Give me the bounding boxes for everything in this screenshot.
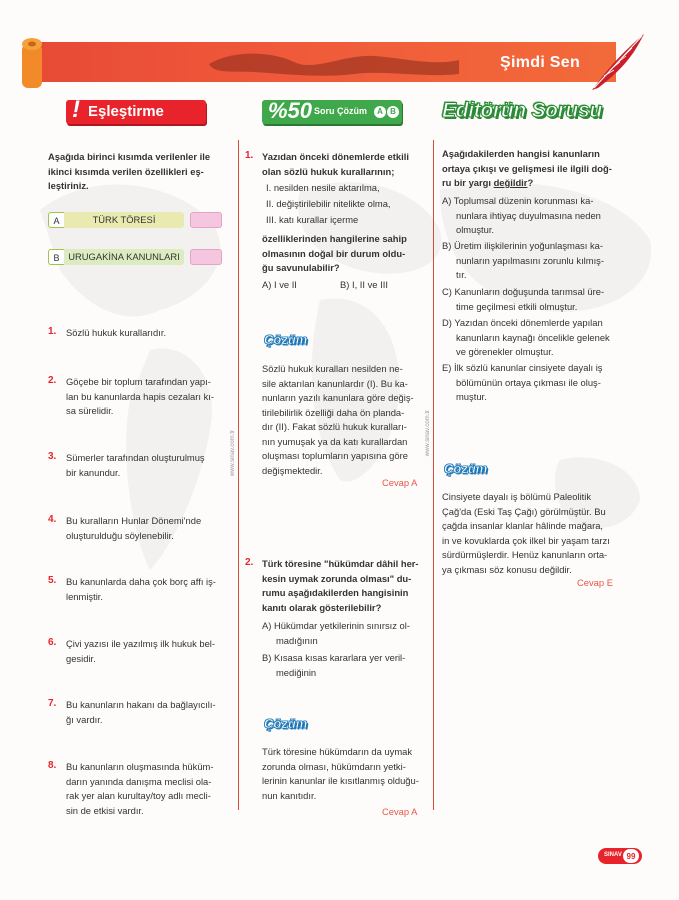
eslestirme-title: Eşleştirme <box>88 103 164 120</box>
col1-instruction: Aşağıda birinci kısımda verilenler ile ikinci kısımda verilen özellikleri eş- leştiriniz. <box>48 151 211 191</box>
cozum-title-3: Çözüm <box>444 461 488 476</box>
footer-brand: SINAV <box>604 852 622 858</box>
soru-cozum-percent: %50 <box>268 98 313 123</box>
option-label: URUGAKİNA KANUNLARI <box>64 249 184 265</box>
answer-box-b[interactable] <box>190 249 222 265</box>
q2-choice-b[interactable]: B) Kısasa kısas kararlara yer veril- mediğinin <box>262 652 406 678</box>
column-divider-2 <box>433 140 434 810</box>
col1-item-6: Çivi yazısı ile yazılmış ilk hukuk bel- gesidir. <box>66 638 215 664</box>
item-number: 4. <box>48 514 57 525</box>
q2-choice-a[interactable]: A) Hükümdar yetkilerinin sınırsız ol- madığının <box>262 620 410 646</box>
col1-item-1: Sözlü hukuk kurallarıdır. <box>66 327 167 338</box>
sol1-body: Sözlü hukuk kuralları nesilden ne- sile aktarılan kanunlardır (I). Bu ka- nunların yazılı kanunlara göre değiş- tirilebilirlik özelliği daha ön planda- dır (II). Fakat sözlü hukuk kuralları- nın yumuşak ya da katı kurallardan oluşması toplumların yapısına göre değişmektedir. <box>262 363 414 476</box>
answer-box-a[interactable] <box>190 212 222 228</box>
item-number: 1. <box>48 326 57 337</box>
soru-cozum-header <box>262 100 402 124</box>
editor-solution-body: Cinsiyete dayalı iş bölümü Paleolitik Çağ'da (Eski Taş Çağı) görülmüştür. Bu çağda insanlar klanlar hâlinde mağara, in ve kovuklarda çok ilkel bir yaşam tarzı sürdürmüşlerdir. Henüz kanunların orta- ya çıkması söz konusu değildir. <box>442 491 610 575</box>
side-url-2: www.sinav.com.tr <box>425 410 431 457</box>
q1-ask: özelliklerinden hangilerine sahip olmasının doğal bir durum oldu- ğu savunulabilir? <box>262 233 407 273</box>
editor-choice-b[interactable]: B) Üretim ilişkilerinin yoğunlaşması ka- nunların yapılmasını zorunlu kılmış- tır. <box>442 240 604 280</box>
q2-stem: Türk töresine "hükümdar dâhil her- kesin uymak zorunda olması" du- rumu aşağıdakilerden hangisinin kanıtı olarak gösterilebilir? <box>262 558 419 613</box>
header-banner <box>14 30 636 88</box>
badge-a: A <box>374 106 386 118</box>
page-number-badge <box>598 848 642 864</box>
q1-number: 1. <box>245 150 254 161</box>
col1-item-5: Bu kanunlarda daha çok borç affı iş- lenmiştir. <box>66 576 216 602</box>
q1-stem: Yazıdan önceki dönemlerde etkili olan sözlü hukuk kurallarının; <box>262 151 409 177</box>
option-letter: A <box>48 212 64 228</box>
answer-1: Cevap A <box>382 477 418 488</box>
eslestirme-header <box>66 96 206 124</box>
q1-choice-b[interactable]: B) I, II ve III <box>340 279 388 290</box>
cozum-title-2: Çözüm <box>264 716 308 731</box>
sol2-body: Türk töresine hükümdarın da uymak zorunda olması, hükümdarın yetki- lerinin kanunlar ile kısıtlanmış olduğu- nun kanıtıdır. <box>262 746 419 801</box>
item-number: 7. <box>48 698 57 709</box>
item-number: 8. <box>48 760 57 771</box>
editor-choice-c[interactable]: C) Kanunların doğuşunda tarımsal üre- time geçilmesi etkili olmuştur. <box>442 286 605 312</box>
underlined-word: değildir <box>493 177 528 188</box>
badge-b: B <box>387 106 399 118</box>
editor-choice-e[interactable]: E) İlk sözlü kanunlar cinsiyete dayalı iş bölümünün ortaya çıkması ile oluş- muştur. <box>442 362 603 402</box>
item-number: 6. <box>48 637 57 648</box>
editorun-sorusu-title: Editörün Sorusu <box>442 99 602 122</box>
banner-map-icon <box>204 44 464 80</box>
option-letter: B <box>48 249 64 265</box>
answer-3: Cevap E <box>577 577 613 588</box>
q1-items: I. nesilden nesile aktarılma, II. değiştirilebilir nitelikte olma, III. katı kurallar içerme <box>266 182 391 225</box>
exclamation-icon: ! <box>72 96 80 123</box>
feather-icon <box>584 30 650 96</box>
col1-item-8: Bu kanunların oluşmasında hüküm- darın yanında danışma meclisi ola- rak yer alan kurultay/toy adlı mecli- sin de etkisi vardır. <box>66 761 214 816</box>
q1-choice-a[interactable]: A) I ve II <box>262 279 297 290</box>
col1-item-2: Göçebe bir toplum tarafından yapı- lan bu kanunlarda hapis cezaları kı- sa sürelidir. <box>66 376 215 416</box>
banner-title: Şimdi Sen <box>500 54 581 71</box>
soru-cozum-label: Soru Çözüm <box>314 106 367 116</box>
option-label: TÜRK TÖRESİ <box>64 212 184 228</box>
col1-item-7: Bu kanunların hakanı da bağlayıcılı- ğı vardır. <box>66 699 216 725</box>
answer-2: Cevap A <box>382 806 418 817</box>
editor-choice-d[interactable]: D) Yazıdan önceki dönemlerde yapılan kanunların kaynağı öncelikle gelenek ve görenekler olmuştur. <box>442 317 610 357</box>
scroll-icon <box>14 34 50 90</box>
col1-item-3: Sümerler tarafından oluşturulmuş bir kanundur. <box>66 452 205 478</box>
side-url-1: www.sinav.com.tr <box>230 430 236 477</box>
match-option-a <box>48 212 222 228</box>
column-divider-1 <box>238 140 239 810</box>
q2-number: 2. <box>245 557 254 568</box>
cozum-title-1: Çözüm <box>264 332 308 347</box>
editor-choice-a[interactable]: A) Toplumsal düzenin korunması ka- nunlara ihtiyaç duyulmasına neden olmuştur. <box>442 195 601 235</box>
match-option-b <box>48 249 222 265</box>
item-number: 3. <box>48 451 57 462</box>
page-number: 99 <box>622 848 640 864</box>
item-number: 2. <box>48 375 57 386</box>
col1-item-4: Bu kuralların Hunlar Dönemi'nde oluşturulduğu söylenebilir. <box>66 515 202 541</box>
editor-stem: Aşağıdakilerden hangisi kanunların ortaya çıkışı ve gelişmesi ile ilgili doğ- ru bir yargı değildir? <box>442 148 612 188</box>
item-number: 5. <box>48 575 57 586</box>
